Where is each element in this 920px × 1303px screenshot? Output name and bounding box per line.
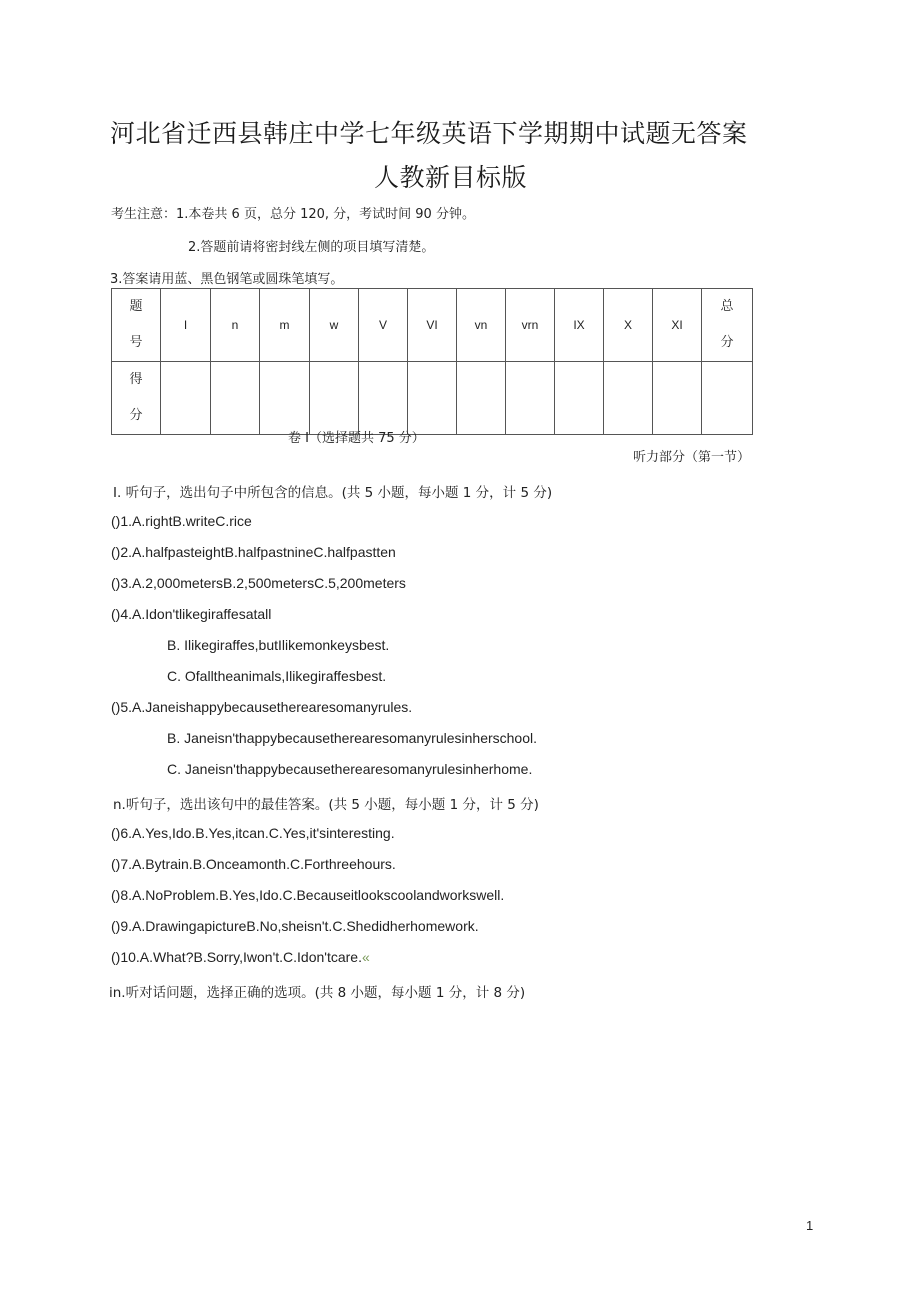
score-cell[interactable] <box>457 362 506 435</box>
part1-heading: I. 听句子，选出句子中所包含的信息。(共 5 小题，每小题 1 分，计 5 分) <box>113 485 553 501</box>
question-5-option-b: B. Janeisn'thappybecausetherearesomanyrulesinherschool. <box>167 730 538 746</box>
page-title-line2: 人教新目标版 <box>374 163 528 192</box>
score-label: 得 分 <box>112 362 161 435</box>
question-8: ()8.A.NoProblem.B.Yes,Ido.C.Becauseitlookscoolandworkswell. <box>111 887 505 903</box>
part3-heading: in.听对话问题，选择正确的选项。(共 8 小题，每小题 1 分，计 8 分) <box>109 985 526 1001</box>
question-5-option-c: C. Janeisn'thappybecausetherearesomanyrulesinherhome. <box>167 761 533 777</box>
score-cell[interactable] <box>555 362 604 435</box>
volume-heading: 卷 I（选择题共 75 分） <box>288 431 425 446</box>
score-cell[interactable] <box>161 362 211 435</box>
score-table-header-row <box>112 289 753 362</box>
question-5: ()5.A.Janeishappybecausetherearesomanyrules. <box>111 699 413 715</box>
column-header: m <box>260 289 310 362</box>
score-table <box>111 288 753 435</box>
score-cell[interactable] <box>506 362 555 435</box>
question-3: ()3.A.2,000metersB.2,500metersC.5,200meters <box>111 575 406 591</box>
score-cell[interactable] <box>702 362 753 435</box>
score-cell[interactable] <box>604 362 653 435</box>
question-4-option-b: B. Ilikegiraffes,butIlikemonkeysbest. <box>167 637 390 653</box>
column-header: I <box>161 289 211 362</box>
column-header: vrn <box>506 289 555 362</box>
column-header: VI <box>408 289 457 362</box>
page-number: 1 <box>806 1218 814 1233</box>
question-10-text: ()10.A.What?B.Sorry,Iwon't.C.Idon'tcare. <box>111 949 362 965</box>
exam-note-2: 2.答题前请将密封线左侧的项目填写清楚。 <box>188 240 435 255</box>
exam-note-1: 考生注意：1.本卷共 6 页，总分 120, 分，考试时间 90 分钟。 <box>111 207 475 222</box>
question-1: ()1.A.rightB.writeC.rice <box>111 513 252 529</box>
score-cell[interactable] <box>211 362 260 435</box>
score-cell[interactable] <box>359 362 408 435</box>
score-cell[interactable] <box>408 362 457 435</box>
question-number-label: 题 号 <box>112 289 161 362</box>
total-label: 总 分 <box>702 289 753 362</box>
scan-mark: « <box>361 949 370 965</box>
column-header: w <box>310 289 359 362</box>
score-cell[interactable] <box>260 362 310 435</box>
column-header: X <box>604 289 653 362</box>
listening-heading: 听力部分（第一节） <box>633 450 751 465</box>
score-table-score-row <box>112 362 753 435</box>
page-title-line1: 河北省迁西县韩庄中学七年级英语下学期期中试题无答案 <box>110 119 748 148</box>
column-header: V <box>359 289 408 362</box>
question-7: ()7.A.Bytrain.B.Onceamonth.C.Forthreehours. <box>111 856 396 872</box>
question-4-option-c: C. Ofalltheanimals,Ilikegiraffesbest. <box>167 668 387 684</box>
score-cell[interactable] <box>653 362 702 435</box>
column-header: IX <box>555 289 604 362</box>
question-10 <box>111 949 370 965</box>
question-6: ()6.A.Yes,Ido.B.Yes,itcan.C.Yes,it'sinteresting. <box>111 825 395 841</box>
column-header: vn <box>457 289 506 362</box>
score-cell[interactable] <box>310 362 359 435</box>
part2-heading: n.听句子，选出该句中的最佳答案。(共 5 小题，每小题 1 分，计 5 分) <box>113 797 539 813</box>
question-4: ()4.A.Idon'tlikegiraffesatall <box>111 606 272 622</box>
column-header: n <box>211 289 260 362</box>
question-9: ()9.A.DrawingapictureB.No,sheisn't.C.Shedidherhomework. <box>111 918 479 934</box>
question-2: ()2.A.halfpasteightB.halfpastnineC.halfpastten <box>111 544 396 560</box>
exam-note-3: 3.答案请用蓝、黑色钢笔或圆珠笔填写。 <box>110 272 344 287</box>
column-header: XI <box>653 289 702 362</box>
